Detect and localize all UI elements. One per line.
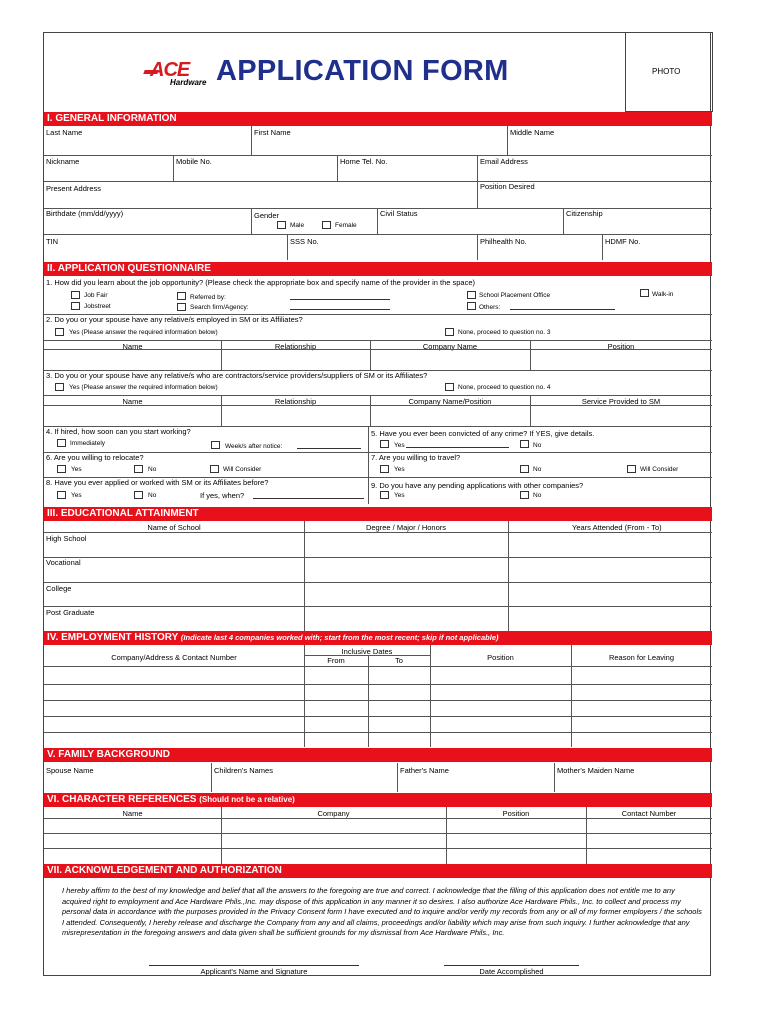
q3-header-name: Name bbox=[122, 397, 143, 406]
referred-by-checkbox[interactable] bbox=[177, 292, 186, 300]
q2-header-relationship: Relationship bbox=[274, 342, 317, 351]
emp-header-to: To bbox=[395, 656, 403, 665]
q2-none-checkbox[interactable] bbox=[445, 328, 454, 336]
mobile-label: Mobile No. bbox=[176, 157, 212, 166]
mother-maiden-name-label: Mother's Maiden Name bbox=[557, 766, 635, 775]
q7-yes-checkbox[interactable] bbox=[380, 465, 389, 473]
ref-header-position: Position bbox=[502, 809, 530, 818]
job-fair-checkbox[interactable] bbox=[71, 291, 80, 299]
ref-header-contact: Contact Number bbox=[621, 809, 677, 818]
q2-header-position: Position bbox=[607, 342, 635, 351]
male-checkbox[interactable] bbox=[277, 221, 286, 229]
section-educational-attainment: III. EDUCATIONAL ATTAINMENT bbox=[44, 507, 712, 521]
emp-header-inclusive-dates: Inclusive Dates bbox=[341, 647, 393, 656]
section-application-questionnaire: II. APPLICATION QUESTIONNAIRE bbox=[44, 262, 712, 276]
gender-label: Gender bbox=[254, 211, 280, 220]
q8-yes-checkbox[interactable] bbox=[57, 491, 66, 499]
section-employment-history: IV. EMPLOYMENT HISTORY (Indicate last 4 companies worked with; start from the most recent; skip if not applicable) bbox=[44, 631, 712, 645]
signature-line[interactable] bbox=[149, 965, 359, 966]
signature-label: Applicant's Name and Signature bbox=[200, 967, 308, 976]
q8-no-checkbox[interactable] bbox=[134, 491, 143, 499]
date-line[interactable] bbox=[444, 965, 579, 966]
ace-hardware-logo: ACE Hardware bbox=[144, 59, 208, 87]
q5-yes-checkbox[interactable] bbox=[380, 440, 389, 448]
tin-label: TIN bbox=[46, 237, 59, 246]
q2-header-company: Company Name bbox=[422, 342, 478, 351]
q2-yes-checkbox[interactable] bbox=[55, 328, 64, 336]
spouse-name-label: Spouse Name bbox=[46, 766, 94, 775]
nickname-label: Nickname bbox=[46, 157, 80, 166]
jobstreet-checkbox[interactable] bbox=[71, 302, 80, 310]
civil-status-label: Civil Status bbox=[380, 209, 418, 218]
acknowledgement-text: I hereby affirm to the best of my knowledge and belief that all the answers to the foregoing are true and correct. I acknowledge that the filling of this application does not entitle me to any acquired right to employment and Ace Hardware Phils.,Inc. may dispose of this application in any manner it so desires. I also authorize Ace Hardware Phils., Inc. to collect and process my personal data in accordance with the purposes provided in the Privacy Consent form I have executed and to inquire and/or verify my records from any or all of my former employers / the schools I attended. Consequently, I hereby release and discharge the Company from any and all claims, proceedings and/or liability which may arise from such inquiry. I further acknowledge that any misrepresentation in the foregoing answers and data given shall be sufficient grounds for my dismissal from Ace Hardware Phils., Inc. bbox=[62, 886, 702, 937]
email-label: Email Address bbox=[480, 157, 528, 166]
last-name-label: Last Name bbox=[46, 128, 83, 137]
first-name-label: First Name bbox=[254, 128, 291, 137]
sss-label: SSS No. bbox=[290, 237, 319, 246]
application-form: ACE Hardware APPLICATION FORM PHOTO I. GENERAL INFORMATION Last Name First Name Middle Name Nickname Mobile No. Home Tel. No. Email Address Present Address Position Desired Birthdate (mm/dd/yyyy) Gender Male Female Civil Status Citizenship TIN SSS No. Philhealth No. HDMF No. II. APPLICATION QUESTIONNAIRE 1. How did you learn about the job opportunity? (Please check the appropriate box and specify name of the provider in the space) Job Fair Referred by: School Placement Office Walk-in Jobstreet Search firm/Agency: Others: 2. Do you or your spouse have any relative/s employed in SM or its Affiliates? Yes (Please answer the required information below) None, proceed to question no. 3 Name Relationship Company Name Position 3. Do you or your spouse have any relative/s who are contractors/service providers/suppliers of SM or its Affiliates? Yes (Please answer the required information below) None, proceed to question no. 4 Name Relationship Company Name/Position Service Provided to SM 4. If hired, how soon can you start working? Immediately Week/s after notice: 5. Have you ever been convicted of any crime? If YES, give details. Yes No 6. Are you willing to relocate? Yes No Will Consider 7. Are you willing to travel? Yes No Will Consider 8. Have you ever applied or worked with SM or its Affiliates before? Yes No If yes, when? 9. Do you have any pending applications with other companies? Yes No III. EDUCATIONAL ATTAINMENT Name of School Degree / Major / Honors Years Attended (From - To) High School Vocational College Post Graduate IV. EMPLOYMENT HISTORY (Indicate last 4 companies worked with; start from the most recent; skip if not applicable) Company/Address & Contact Number Inclusive Dates From To Position Reason for Leaving V. FAMILY BACKGROUND Spouse Name Children's Names Father's Name Mother's Maiden Name VI. CHARACTER REFERENCES (Should not be a relative) Name Company Position Contact Number VII. ACKNOWLEDGEMENT AND AUTHORIZATION I hereby affirm to the best of my knowledge and belief that all the answers to the foregoing are true and correct. I acknowledge that the filling of this application does not entitle me to any acquired right to employment and Ace Hardware Phils.,Inc. may dispose of this application in any manner it so desires. I also authorize Ace Hardware Phils., Inc. to collect and process my personal data in accordance with the purposes provided in the Privacy Consent form I have executed and to inquire and/or verify my records from any or all of my former employers / the schools I attended. Consequently, I hereby release and discharge the Company from any and all claims, proceedings and/or liability which may arise from such inquiry. I further acknowledge that any misrepresentation in the foregoing answers and data given shall be sufficient grounds for my dismissal from Ace Hardware Phils., Inc. Applicant's Name and Signature Date Accomplished bbox=[43, 32, 711, 976]
q3-header-service: Service Provided to SM bbox=[581, 397, 661, 406]
father-name-label: Father's Name bbox=[400, 766, 449, 775]
q3-header-company: Company Name/Position bbox=[408, 397, 492, 406]
question-3: 3. Do you or your spouse have any relative/s who are contractors/service providers/suppliers of SM or its Affiliates? bbox=[46, 371, 428, 380]
photo-box[interactable]: PHOTO bbox=[625, 32, 713, 112]
q2-header-name: Name bbox=[122, 342, 143, 351]
question-7: 7. Are you willing to travel? bbox=[371, 453, 461, 462]
q7-will-consider-checkbox[interactable] bbox=[627, 465, 636, 473]
q3-header-relationship: Relationship bbox=[274, 397, 317, 406]
section-character-references: VI. CHARACTER REFERENCES (Should not be a relative) bbox=[44, 793, 712, 807]
date-label: Date Accomplished bbox=[479, 967, 544, 976]
form-title: APPLICATION FORM bbox=[216, 55, 509, 87]
q3-none-checkbox[interactable] bbox=[445, 383, 454, 391]
question-4: 4. If hired, how soon can you start working? bbox=[46, 427, 191, 436]
edu-header-degree: Degree / Major / Honors bbox=[365, 523, 447, 532]
immediately-checkbox[interactable] bbox=[57, 439, 66, 447]
section-family-background: V. FAMILY BACKGROUND bbox=[44, 748, 712, 762]
search-firm-checkbox[interactable] bbox=[177, 303, 186, 311]
question-2: 2. Do you or your spouse have any relative/s employed in SM or its Affiliates? bbox=[46, 315, 303, 324]
others-checkbox[interactable] bbox=[467, 302, 476, 310]
q9-yes-checkbox[interactable] bbox=[380, 491, 389, 499]
q7-no-checkbox[interactable] bbox=[520, 465, 529, 473]
school-placement-checkbox[interactable] bbox=[467, 291, 476, 299]
ref-header-name: Name bbox=[122, 809, 143, 818]
q3-yes-checkbox[interactable] bbox=[55, 383, 64, 391]
q5-no-checkbox[interactable] bbox=[520, 440, 529, 448]
home-tel-label: Home Tel. No. bbox=[340, 157, 388, 166]
emp-header-reason: Reason for Leaving bbox=[608, 653, 675, 662]
emp-header-position: Position bbox=[487, 653, 514, 662]
present-address-label: Present Address bbox=[46, 184, 102, 193]
question-6: 6. Are you willing to relocate? bbox=[46, 453, 144, 462]
walk-in-checkbox[interactable] bbox=[640, 289, 649, 297]
q9-no-checkbox[interactable] bbox=[520, 491, 529, 499]
children-names-label: Children's Names bbox=[214, 766, 273, 775]
question-5: 5. Have you ever been convicted of any crime? If YES, give details. bbox=[371, 429, 595, 438]
female-checkbox[interactable] bbox=[322, 221, 331, 229]
emp-header-company: Company/Address & Contact Number bbox=[111, 653, 237, 662]
weeks-after-checkbox[interactable] bbox=[211, 441, 220, 449]
section-acknowledgement: VII. ACKNOWLEDGEMENT AND AUTHORIZATION bbox=[44, 864, 712, 878]
position-desired-label: Position Desired bbox=[480, 182, 535, 191]
q6-no-checkbox[interactable] bbox=[134, 465, 143, 473]
question-1: 1. How did you learn about the job opportunity? (Please check the appropriate box and specify name of the provider in the space) bbox=[46, 278, 476, 287]
ref-header-company: Company bbox=[317, 809, 350, 818]
middle-name-label: Middle Name bbox=[510, 128, 555, 137]
birthdate-label: Birthdate (mm/dd/yyyy) bbox=[46, 209, 124, 218]
edu-header-years: Years Attended (From - To) bbox=[572, 523, 662, 532]
edu-row-post-graduate: Post Graduate bbox=[46, 608, 95, 617]
q6-yes-checkbox[interactable] bbox=[57, 465, 66, 473]
citizenship-label: Citizenship bbox=[566, 209, 603, 218]
question-9: 9. Do you have any pending applications with other companies? bbox=[371, 481, 584, 490]
hdmf-label: HDMF No. bbox=[605, 237, 641, 246]
edu-header-school: Name of School bbox=[147, 523, 201, 532]
edu-row-vocational: Vocational bbox=[46, 558, 81, 567]
edu-row-college: College bbox=[46, 584, 72, 593]
emp-header-from: From bbox=[327, 656, 345, 665]
philhealth-label: Philhealth No. bbox=[480, 237, 527, 246]
form-header bbox=[44, 33, 712, 112]
q6-will-consider-checkbox[interactable] bbox=[210, 465, 219, 473]
edu-row-high-school: High School bbox=[46, 534, 87, 543]
question-8: 8. Have you ever applied or worked with SM or its Affiliates before? bbox=[46, 478, 269, 487]
section-general-information: I. GENERAL INFORMATION bbox=[44, 112, 712, 126]
